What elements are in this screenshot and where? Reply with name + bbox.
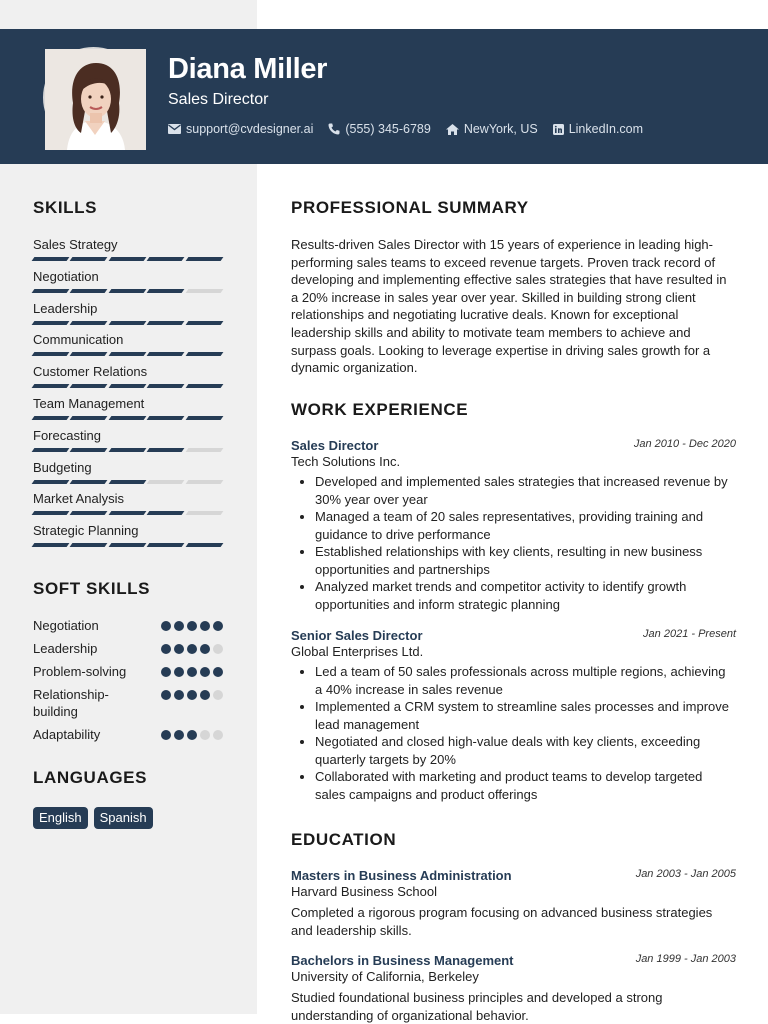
skill-item — [33, 364, 223, 396]
skill-level-segment — [108, 511, 146, 515]
skill-level-segment — [108, 257, 146, 261]
skill-level-segment — [185, 289, 223, 293]
bullet-item: • Managed a team of 20 sales representatives, providing training and guidance to drive performance — [315, 508, 736, 543]
skill-level-segment — [70, 257, 108, 261]
skill-level-segment — [32, 448, 70, 452]
soft-skill-item — [33, 617, 223, 634]
bullet-item: • Implemented a CRM system to streamline sales processes and improve lead management — [315, 698, 736, 733]
skill-level-segment — [108, 289, 146, 293]
skill-level-bar — [33, 384, 223, 388]
soft-skill-name: Problem-solving — [33, 664, 127, 679]
linkedin-icon — [553, 124, 564, 135]
rating-dot — [174, 644, 184, 654]
contact-phone[interactable] — [328, 122, 430, 136]
contact-row — [168, 122, 658, 136]
avatar — [43, 47, 144, 148]
home-icon — [446, 124, 459, 135]
bullet-item: • Led a team of 50 sales professionals across multiple regions, achieving a 40% increase in sales revenue — [315, 663, 736, 698]
skill-level-segment — [147, 480, 185, 484]
soft-skill-item — [33, 686, 223, 720]
job-entry-bullets — [291, 663, 736, 803]
skill-name: Budgeting — [33, 459, 92, 475]
skill-level-segment — [32, 384, 70, 388]
skill-item — [33, 523, 223, 555]
rating-dot — [174, 667, 184, 677]
soft-skill-rating — [161, 667, 223, 677]
education-degree: Masters in Business Administration — [291, 868, 512, 883]
skill-level-segment — [185, 321, 223, 325]
rating-dot — [174, 690, 184, 700]
contact-phone-text: (555) 345-6789 — [345, 122, 431, 136]
soft-skills-heading: SOFT SKILLS — [33, 579, 151, 598]
skills-list — [33, 237, 223, 555]
candidate-name: Diana Miller — [168, 53, 328, 85]
skill-level-segment — [185, 543, 223, 547]
soft-skill-name: Leadership — [33, 641, 98, 656]
skill-level-segment — [32, 543, 70, 547]
skill-name: Customer Relations — [33, 364, 148, 380]
education-entry — [291, 953, 736, 1024]
skill-name: Strategic Planning — [33, 523, 139, 539]
bullet-item: • Collaborated with marketing and product teams to develop targeted sales campaigns and product offerings — [315, 768, 736, 803]
rating-dot — [161, 690, 171, 700]
skill-level-segment — [108, 416, 146, 420]
education-entry — [291, 868, 736, 939]
skill-level-segment — [70, 321, 108, 325]
skill-name: Forecasting — [33, 427, 101, 443]
skill-level-segment — [108, 384, 146, 388]
skill-level-bar — [33, 511, 223, 515]
education-dates: Jan 2003 - Jan 2005 — [635, 868, 736, 880]
skill-level-segment — [70, 384, 108, 388]
skill-level-bar — [33, 257, 223, 261]
soft-skill-rating — [161, 730, 223, 740]
education-description: Completed a rigorous program focusing on advanced business strategies and leadership skills. — [291, 905, 713, 938]
education-heading: EDUCATION — [291, 830, 397, 849]
skill-level-segment — [147, 321, 185, 325]
soft-skills-list — [33, 617, 223, 749]
skill-level-segment — [32, 511, 70, 515]
education-school: University of California, Berkeley — [291, 969, 479, 984]
contact-location-text: NewYork, US — [463, 122, 538, 136]
rating-dot — [200, 730, 210, 740]
rating-dot — [200, 621, 210, 631]
soft-skill-item — [33, 640, 223, 657]
skill-level-segment — [70, 543, 108, 547]
skill-level-segment — [108, 543, 146, 547]
job-entry-company: Global Enterprises Ltd. — [291, 644, 424, 659]
skill-level-bar — [33, 543, 223, 547]
skill-level-segment — [147, 257, 185, 261]
skill-level-bar — [33, 352, 223, 356]
soft-skill-name: Negotiation — [33, 618, 99, 633]
skill-level-bar — [33, 321, 223, 325]
soft-skill-rating — [161, 621, 223, 631]
skill-level-segment — [185, 448, 223, 452]
skill-level-segment — [70, 289, 108, 293]
rating-dot — [213, 690, 223, 700]
rating-dot — [213, 730, 223, 740]
rating-dot — [161, 644, 171, 654]
summary-heading: PROFESSIONAL SUMMARY — [291, 198, 529, 217]
rating-dot — [213, 667, 223, 677]
skill-item — [33, 237, 223, 269]
rating-dot — [200, 690, 210, 700]
skill-level-segment — [70, 352, 108, 356]
rating-dot — [161, 621, 171, 631]
skill-level-segment — [70, 448, 108, 452]
skill-item — [33, 269, 223, 301]
skill-level-segment — [185, 480, 223, 484]
skill-level-segment — [147, 543, 185, 547]
summary-text: Results-driven Sales Director with 15 years of experience in leading high-performing sales teams to exceed revenue targets. Proven track record of developing and implementing effective sales strategies that have resulted in a 20% increase in sales year over year. Skilled in building strong client relationships and negotiating lucrative deals. Known for exceptional leadership skills and ability to motivate team members to achieve and surpass goals. Looking to leverage expertise in driving sales growth for a dynamic organization. — [291, 237, 727, 376]
skill-item — [33, 332, 223, 364]
skill-level-segment — [70, 416, 108, 420]
contact-linkedin-text: LinkedIn.com — [568, 122, 644, 136]
language-tag: Spanish — [94, 807, 153, 829]
skill-level-segment — [32, 257, 70, 261]
rating-dot — [200, 644, 210, 654]
job-entry-title: Sales Director — [291, 438, 379, 453]
skill-item — [33, 396, 223, 428]
skill-level-segment — [147, 352, 185, 356]
skill-item — [33, 491, 223, 523]
skill-level-segment — [147, 416, 185, 420]
skills-heading: SKILLS — [33, 198, 98, 217]
skill-level-segment — [32, 480, 70, 484]
rating-dot — [187, 730, 197, 740]
skill-name: Team Management — [33, 395, 145, 411]
skill-level-segment — [185, 384, 223, 388]
rating-dot — [213, 644, 223, 654]
soft-skill-rating — [161, 644, 223, 654]
language-tag: English — [33, 807, 88, 829]
experience-heading: WORK EXPERIENCE — [291, 400, 469, 419]
job-entry — [291, 438, 736, 613]
skill-level-segment — [147, 511, 185, 515]
job-entry-dates: Jan 2010 - Dec 2020 — [633, 438, 736, 450]
contact-email-text: support@cvdesigner.ai — [186, 122, 314, 136]
languages-heading: LANGUAGES — [33, 768, 148, 787]
skill-level-segment — [32, 416, 70, 420]
bullet-item: • Negotiated and closed high-value deals with key clients, exceeding quarterly targets by 20% — [315, 733, 736, 768]
education-dates: Jan 1999 - Jan 2003 — [635, 953, 736, 965]
skill-level-segment — [185, 257, 223, 261]
skill-level-bar — [33, 480, 223, 484]
skill-item — [33, 428, 223, 460]
contact-email[interactable] — [168, 122, 313, 136]
skill-level-segment — [108, 448, 146, 452]
rating-dot — [174, 730, 184, 740]
skill-name: Negotiation — [33, 268, 99, 284]
bullet-item: • Established relationships with key clients, resulting in new business opportunities and partnerships — [315, 543, 736, 578]
rating-dot — [187, 644, 197, 654]
skill-level-segment — [32, 321, 70, 325]
rating-dot — [200, 667, 210, 677]
skill-level-segment — [70, 480, 108, 484]
skill-level-segment — [185, 511, 223, 515]
soft-skill-name: Adaptability — [33, 727, 101, 742]
skill-level-bar — [33, 448, 223, 452]
header-banner — [0, 29, 768, 164]
rating-dot — [161, 730, 171, 740]
education-description: Studied foundational business principles and developed a strong understanding of organizational behavior. — [291, 990, 663, 1023]
skill-item — [33, 460, 223, 492]
bullet-item: • Developed and implemented sales strategies that increased revenue by 30% year over year — [315, 473, 736, 508]
bullet-item: • Analyzed market trends and competitor activity to identify growth opportunities and inform strategic planning — [315, 578, 736, 613]
contact-linkedin[interactable] — [553, 122, 643, 136]
skill-level-segment — [108, 352, 146, 356]
soft-skill-rating — [161, 690, 223, 700]
skill-level-segment — [185, 416, 223, 420]
skill-level-bar — [33, 416, 223, 420]
education-school: Harvard Business School — [291, 884, 437, 899]
job-entry-company: Tech Solutions Inc. — [291, 454, 401, 469]
skill-level-segment — [147, 448, 185, 452]
job-entry-title: Senior Sales Director — [291, 628, 423, 643]
skill-level-segment — [108, 321, 146, 325]
skill-level-segment — [185, 352, 223, 356]
education-degree: Bachelors in Business Management — [291, 953, 514, 968]
contact-location — [446, 122, 538, 136]
languages-list — [33, 807, 153, 829]
skill-level-segment — [32, 289, 70, 293]
phone-icon — [328, 123, 340, 135]
skill-level-segment — [32, 352, 70, 356]
skill-level-segment — [108, 480, 146, 484]
job-title: Sales Director — [168, 91, 269, 108]
skill-name: Sales Strategy — [33, 237, 118, 252]
soft-skill-item — [33, 663, 223, 680]
rating-dot — [187, 621, 197, 631]
rating-dot — [187, 690, 197, 700]
skill-level-segment — [147, 384, 185, 388]
job-entry-dates: Jan 2021 - Present — [643, 628, 736, 640]
skill-name: Communication — [33, 332, 124, 348]
soft-skill-item — [33, 726, 223, 743]
skill-name: Market Analysis — [33, 491, 125, 507]
skill-name: Leadership — [33, 300, 98, 316]
rating-dot — [213, 621, 223, 631]
rating-dot — [161, 667, 171, 677]
skill-level-segment — [70, 511, 108, 515]
envelope-icon — [168, 124, 181, 134]
rating-dot — [174, 621, 184, 631]
skill-item — [33, 301, 223, 333]
skill-level-segment — [147, 289, 185, 293]
job-entry-bullets — [291, 473, 736, 613]
skill-level-bar — [33, 289, 223, 293]
soft-skill-name: Relationship-building — [33, 687, 109, 719]
rating-dot — [187, 667, 197, 677]
job-entry — [291, 628, 736, 803]
